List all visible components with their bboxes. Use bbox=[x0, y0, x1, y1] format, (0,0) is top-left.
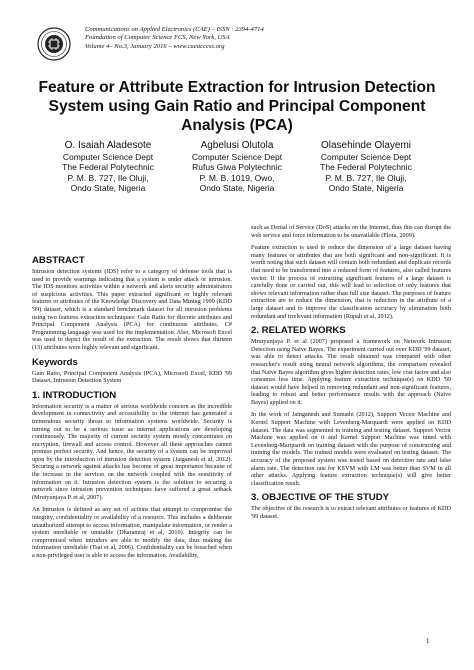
author-name: O. Isaiah Aladesote bbox=[64, 140, 152, 151]
related-works-heading: 2. RELATED WORKS bbox=[251, 325, 346, 337]
abstract-heading: ABSTRACT bbox=[32, 255, 85, 266]
objective-heading: 3. OBJECTIVE OF THE STUDY bbox=[251, 492, 390, 504]
journal-logo bbox=[37, 27, 71, 61]
introduction-paragraph-2: An Intrusion is defined as any set of actions that attempt to compromise the integrity, confidentiality or availability of a resource. This includes a deliberate unauthorized attempt to access information, manipulate information, or render a system unreliable or unusable (Dharamraj et al, 2010). Integrity can be compromised when intruders are able to modify the data, thus making the information unreliable (Tsai et al, 2006). Confidentiality can be breached when a non-privileged user is able to access the information. Availability, bbox=[32, 506, 232, 559]
author-name: Agbelusi Olutola bbox=[200, 140, 274, 151]
author-address: P. M. B. 727, Ile Oluji, bbox=[67, 172, 149, 183]
objective-text: The objective of the research is to extract relevant attributes or features of KDD '99 dataset. bbox=[251, 505, 451, 520]
abstract-text: Intrusion detection systems (IDS) refer to a category of defense tools that is used to provide warnings indicating that a system is under attack or intrusion. The IDS monitors activities within a network and alerts security administrators of suspicious activities. This paper extracted significant or highly relevant features or attributes of the Knowledge Discovery and Data Mining 1999 (KDD '99) dataset, which is a standard benchmark dataset for all intrusion problems using two features extraction techniques: Gain Ratio for discrete attributes and Principal Component Analysis (PCA) for continuous attributes. C# Programming language was used for the implementation. Also, Microsoft Excel was used to depict the result of the extraction. The result shows that thirteen (13) attributes were highly relevant and significant. bbox=[32, 268, 232, 351]
journal-publisher: Foundation of Computer Science FCS, New York, USA bbox=[85, 34, 230, 42]
page-number: 1 bbox=[426, 637, 430, 645]
author-block-2 bbox=[172, 140, 302, 193]
related-works-paragraph-2: In the work of Jainganesh and Sumathi (2012), Support Vector Machine and Kernel Support Machine with Levenberg-Marquardt were applied on KDD dataset. The data was segmented in training and testing dataset. Support Vector Machine was applied on it and Kernel Support Machine was tuned with Levenberg-Marquardt on training dataset with the purpose of constructing and training the models. The trained models were evaluated on testing dataset. The accuracy of the proposed system was tested based on detection rate and false alarm rate. The detection rate for KSVM with LM was better than SVM in all other attacks. Applying feature extraction technique(s) will give better classification result. bbox=[251, 411, 451, 487]
feature-extraction-paragraph: Feature extraction is used to reduce the dimension of a large dataset having many features or attributes that are both significant and non-significant. It is worth noting that such dataset will contain both redundant and duplicate records that need to be transformed into a reduced form of features, also called features vector. If the process of extracting significant features of a large dataset is carefully done or carried out, this will lead to selection of only features that shows relevant information rather than full size dataset. The purposes of feature extraction are to reduce the dimension, that is reduction in the attribute of a large dataset and to improve the classification accuracy by elimination both redundant and irrelevant information (Rupali et al, 2012). bbox=[251, 244, 451, 320]
introduction-heading: 1. INTRODUCTION bbox=[32, 389, 117, 401]
author-block-3 bbox=[301, 140, 431, 193]
keywords-heading: Keywords bbox=[32, 356, 78, 368]
author-dept: Computer Science Dept bbox=[62, 152, 154, 162]
author-dept: Computer Science Dept bbox=[320, 152, 412, 162]
title-line-3: Analysis (PCA) bbox=[181, 117, 293, 134]
author-address: P. M. B. 727, Ile Oluji, bbox=[325, 172, 407, 183]
author-location: Ondo State, Nigeria bbox=[199, 182, 275, 193]
author-name: Olasehinde Olayemi bbox=[320, 140, 412, 151]
author-block-1 bbox=[43, 140, 173, 193]
related-works-paragraph-1: Mrutyunjaya P. et al (2007) proposed a framework on Network Intrusion Detection using Naïve Bayes. The experiment carried out over KDD '99 dataset, was able to detect attacks. The result obtained was compared with other researcher's result using neural network algorithms, the comparison revealed that Naïve Bayes algorithm gives higher detection rates, low cost factor and also consumes less time. Applying feature extraction technique(s) on KDD '99 dataset would have helped in removing redundant and non-significant features, leading to robust and better performance results with the approach (Naïve Bayes) applied on it. bbox=[251, 338, 451, 406]
title-line-1: Feature or Attribute Extraction for Intrusion Detection bbox=[38, 79, 436, 96]
author-location: Ondo State, Nigeria bbox=[70, 182, 146, 193]
continued-paragraph: such as Denial of Service (DoS) attacks on the Internet, thus this can disrupt the web service and force information to be unavailable (Flora, 2009). bbox=[251, 224, 451, 239]
left-column bbox=[32, 255, 232, 565]
keywords-text: Gain Ratio, Principal Component Analysis (PCA), Microsoft Excel, KDD '99 Dataset, Intrusion Detection System bbox=[32, 369, 232, 385]
author-institution: The Federal Polytechnic bbox=[62, 162, 154, 173]
journal-name: Communications on Applied Electronics (CAE) – ISSN : 2394-4714 bbox=[85, 26, 264, 33]
author-institution: Rufus Giwa Polytechnic bbox=[192, 162, 282, 173]
journal-volume: Volume 4– No.3, January 2016 – www.caeaccess.org bbox=[85, 42, 225, 50]
author-location: Ondo State, Nigeria bbox=[328, 182, 404, 193]
author-dept: Computer Science Dept bbox=[191, 152, 283, 162]
title-line-2: System using Gain Ratio and Principal Component bbox=[48, 98, 426, 115]
introduction-paragraph-1: Information security is a matter of serious worldwide concern as the incredible development in connectivity and accessibility to the internet has generated a tremendous security threat to information systems worldwide. Security is turning out to be a serious issue as internet applications are developing continuously. The majority of current security system mostly concentrates on encryption, firewall and access control. However all these approaches cannot promise perfect security. And hence, the security of a system can be improved upon by the introduction of intrusion detection system (Jaiganesh et al, 2012). Securing a network against attacks has become of great importance because of the increase in the services on the network coupled with the sensitivity of information on it. Intrusion detection system is the solution to securing a network since intrusion prevention techniques have suffered a great setback (Mrutyunjaya P. et al, 2007). bbox=[32, 402, 232, 501]
right-column bbox=[251, 224, 451, 526]
paper-title bbox=[30, 78, 444, 135]
author-address: P. M. B. 1019, Owo, bbox=[199, 172, 275, 183]
author-institution: The Federal Polytechnic bbox=[320, 162, 412, 173]
journal-header bbox=[85, 26, 264, 51]
